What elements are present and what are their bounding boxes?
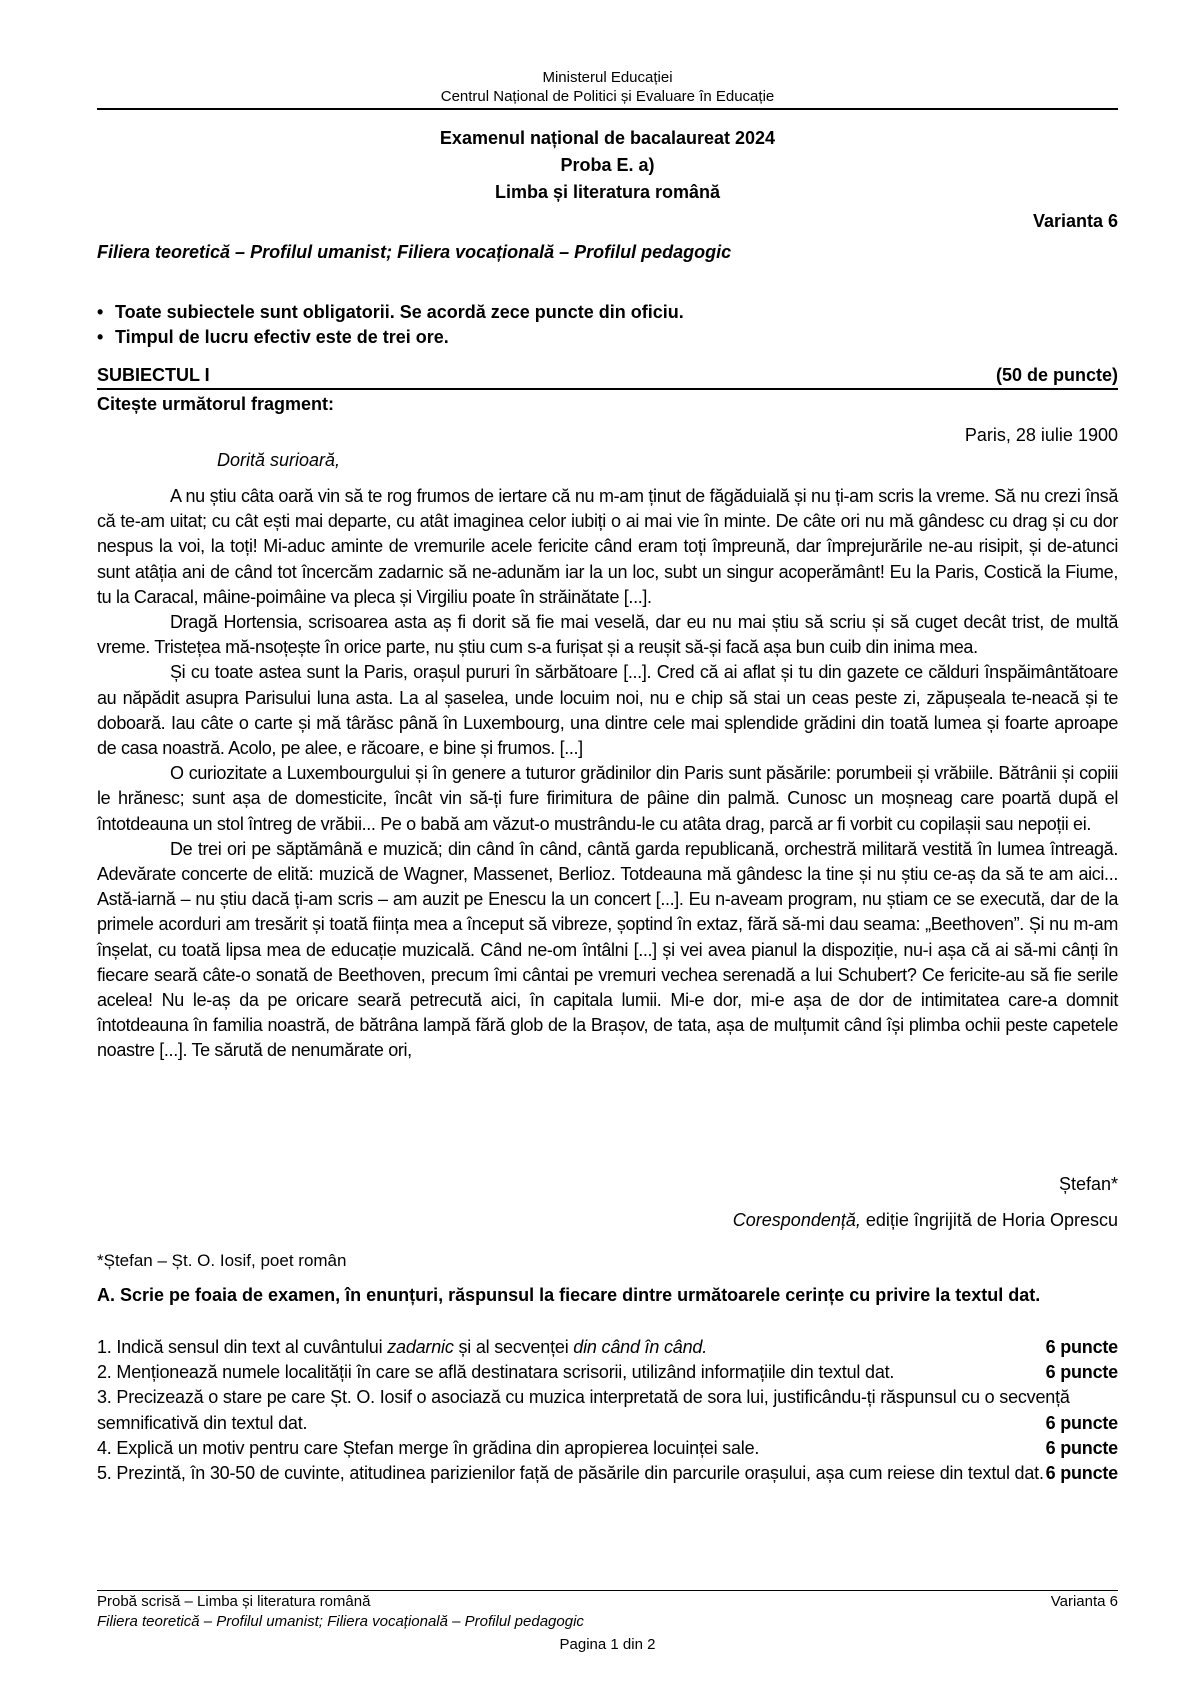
exam-probe: Proba E. a) xyxy=(560,155,655,175)
task-item: 1. Indică sensul din text al cuvântului zadarnic și al secvenței din când în când. 6 puncte xyxy=(97,1335,1118,1360)
letter-paragraph: De trei ori pe săptămână e muzică; din când în când, cântă garda republicană, orchestră militară vestită în lumea întreagă. Adevărate concerte de elită: muzică de Wagner, Massenet, Berlioz. Totdeauna mă gândesc la tine și nu știu ce-aș da să te am aici... Astă-iarnă – nu știu dacă ți-am scris – am auzit pe Enescu la un concert [...]. Eu n-aveam program, nu știam ce se execută, dar de la primele acorduri am tresărit și toată ființa mea a început să vibreze, șoptind în extaz, fără să-mi dau seama: „Beethoven”. Și nu m-am înșelat, cu toată lipsa mea de educație muzicală. Când ne-om întâlni [...] și vei avea pianul la dispoziție, nu-i așa că ai să-mi cânți în fiecare seară câte-o sonată de Beethoven, precum îmi cântai pe vremuri vechea serenadă a lui Schubert? Ce fericite-au să fie serile acelea! Nu le-aș da pe oricare seară petrecută aici, în capitala lumii. Mi-e dor, mi-e așa de dor de intimitatea care-a domnit întotdeauna în familia noastră, de bătrâna lampă fără glob de la Brașov, de tata, așa de mulțumit când își plimba ochii peste capetele noastre [...]. Te sărută de nenumărate ori, xyxy=(97,838,1118,1061)
footer-exam: Probă scrisă – Limba și literatura română xyxy=(97,1593,371,1610)
task-list xyxy=(97,1335,1118,1486)
instruction-item: • Toate subiectele sunt obligatorii. Se acordă zece puncte din oficiu. xyxy=(97,302,684,322)
letter-source: Corespondență, ediție îngrijită de Horia Oprescu xyxy=(732,1210,1118,1230)
part-a-heading: A. Scrie pe foaia de examen, în enunțuri, răspunsul la fiecare dintre următoarele cerințe cu privire la textul dat. xyxy=(97,1285,1041,1305)
letter-paragraph: O curiozitate a Luxembourgului și în genere a tuturor grădinilor din Paris sunt păsările: porumbeii și vrăbiile. Bătrânii și copiii le hrănesc; sunt așa de domesticite, încât vin să-ți fure firimitura de pâine din palmă. Cunosc un moșneag care poartă după el întotdeauna un stol întreg de vrăbii... Pe o babă am văzut-o mustrându-le cu atâta drag, parcă ar fi vorbit cu copilașii sau nepoții ei. xyxy=(97,763,1118,834)
section-title: SUBIECTUL I xyxy=(97,365,210,385)
instruction-item: • Timpul de lucru efectiv este de trei ore. xyxy=(97,327,449,347)
task-points: 6 puncte xyxy=(1045,1337,1118,1357)
task-points: 6 puncte xyxy=(1045,1412,1118,1433)
letter-body xyxy=(97,484,1118,1064)
letter-date: Paris, 28 iulie 1900 xyxy=(964,425,1118,445)
letter-paragraph: A nu știu câta oară vin să te rog frumos de iertare că nu m-am ținut de făgăduială și nu ți-am scris la vreme. Să nu crezi însă că te-am uitat; cu cât ești mai departe, cu atât imaginea celor iubiți o ai mai vie în minte. De câte ori nu mă gândesc cu drag și cu dor nespus la voi, la toți! Mi-aduc aminte de vremurile acele fericite când eram toți împreună, dar împrejurările ne-au risipit, și de-atunci sunt atâția ani de când tot încercăm zadarnic să ne-adunăm iar la un loc, subt un singur acoperământ! Eu la Paris, Costică la Fiume, tu la Caracal, mâine-poimâine va pleca și Virgiliu poate în străinătate [...]. xyxy=(97,486,1118,607)
task-points: 6 puncte xyxy=(1045,1437,1118,1458)
section-points: (50 de puncte) xyxy=(995,365,1118,385)
header-rule xyxy=(97,108,1118,110)
task-item: 2. Menționează numele localității în care se află destinatara scrisorii, utilizând informațiile din textul dat. 6 puncte xyxy=(97,1360,1118,1385)
variant-label: Varianta 6 xyxy=(1032,211,1118,231)
section-heading xyxy=(97,365,1118,386)
page-number: Pagina 1 din 2 xyxy=(559,1636,656,1653)
task-item: 3. Precizează o stare pe care Șt. O. Iosif o asociază cu muzica interpretată de sora lui, justificându-ți răspunsul cu o secvență semnificativă din textul dat. 6 puncte xyxy=(97,1385,1118,1435)
letter-paragraph: Și cu toate astea sunt la Paris, orașul pururi în sărbătoare [...]. Cred că ai aflat și tu din gazete ce călduri înspăimântătoare au năpădit asupra Parisului luna asta. La al șaselea, unde locuim noi, nu e chip să stai un ceas peste zi, zăpușeala te-neacă și te doboară. Iau câte o carte și mă târăsc până în Luxembourg, una dintre cele mai splendide grădini din toată lumea și foarte aproape de casa noastră. Acolo, pe alee, e răcoare, e bine și frumos. [...] xyxy=(97,662,1118,759)
footer-rule xyxy=(97,1590,1118,1591)
letter-signature: Ștefan* xyxy=(1058,1174,1118,1194)
bullet-icon: • xyxy=(97,327,104,347)
task-item: 5. Prezintă, în 30-50 de cuvinte, atitudinea parizienilor față de păsările din parcurile orașului, așa cum reiese din textul dat. 6 puncte xyxy=(97,1461,1118,1486)
section-rule xyxy=(97,388,1118,390)
filiera-label: Filiera teoretică – Profilul umanist; Filiera vocațională – Profilul pedagogic xyxy=(97,242,732,262)
task-points: 6 puncte xyxy=(1045,1362,1118,1383)
footer-line-1 xyxy=(97,1593,1118,1611)
ministry-name: Ministerul Educației xyxy=(542,69,673,86)
task-item: 4. Explică un motiv pentru care Ștefan merge în grădina din apropierea locuinței sale. 6 puncte xyxy=(97,1436,1118,1461)
read-prompt: Citește următorul fragment: xyxy=(97,394,335,414)
bullet-icon: • xyxy=(97,302,104,322)
center-name: Centrul Național de Politici și Evaluare în Educație xyxy=(440,88,775,105)
task-points: 6 puncte xyxy=(1045,1463,1118,1484)
letter-salutation: Dorită surioară, xyxy=(217,450,341,470)
letter-paragraph: Dragă Hortensia, scrisoarea asta aș fi dorit să fie mai veselă, dar eu nu mai știu să scriu și să cuget decât trist, de multă vreme. Tristețea mă-nsoțește în orice parte, nu știu cum s-a furișat și a reușit să-și facă așa bun cuib din inima mea. xyxy=(97,612,1118,658)
footer-filiera: Filiera teoretică – Profilul umanist; Filiera vocațională – Profilul pedagogic xyxy=(97,1613,584,1630)
footnote: *Ștefan – Șt. O. Iosif, poet român xyxy=(97,1251,347,1270)
footer-variant: Varianta 6 xyxy=(1050,1593,1118,1610)
exam-title: Examenul național de bacalaureat 2024 xyxy=(439,128,776,148)
exam-subject: Limba și literatura română xyxy=(494,182,721,202)
